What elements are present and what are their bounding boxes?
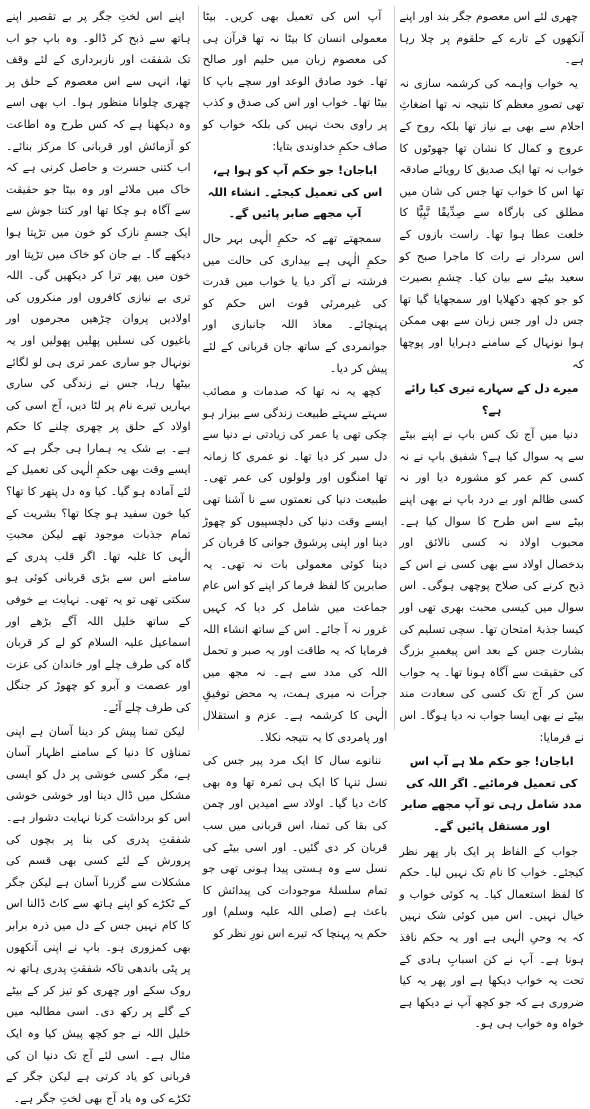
paragraph: چھری لئے اس معصوم جگر بند اور اپنے آنکھوں کے تارے کے حلقوم پر چلا رہا ہے۔ [399, 10, 584, 67]
paragraph: ننانوے سال کا ایک مرد پیر جس کی نسل تنہا کا ایک ہی ثمرہ تھا وہ بھی کاٹ دیا گیا۔ اولاد سے امیدیں اور چمن کی بقا کی تمنا، اس قربانی میں سب قربان کر دی گئیں۔ اور اسی بیٹے کی نسل سے وہ ہستی پیدا ہونی تھی جو تمام سلسلۂ موجودات کی پیدائش کا باعث ہے (صلی اللہ علیہ وسلم) اور حکم یہ پہنچا کہ تیرے اس نورِ نظر کو [202, 754, 388, 940]
paragraph: جواب کے الفاظ پر ایک بار پھر نظر کیجئے۔ خواب کا نام تک نہیں لیا۔ حکم کا لفظ استعمال کیا۔ یہ کوئی خواب و خیال نہیں۔ اس میں کوئی شک نہیں کہ یہ وحیِ الٰہی ہے اور یہ حکم نافذ ہونا ہے۔ آپ نے کن اسبابِ ہادی کے تحت یہ خواب دیکھا ہے اور پھر یہ کیا ضروری ہے کہ جو کچھ آپ نے دیکھا ہے خواہ وہ خواب ہی ہو۔ [399, 844, 584, 1031]
quote: اباجان! جو حکم آپ کو ہوا ہے، اس کی تعمیل کیجئے۔ انشاء اللہ آپ مجھے صابر پائیں گے۔ [207, 164, 383, 221]
quote: اباجان! جو حکم ملا ہے آپ اس کی تعمیل فرمائیے۔ اگر اللہ کی مدد شامل رہی تو آپ مجھے صابر اور مستقل پائیں گے۔ [401, 755, 582, 833]
column-right [394, 6, 584, 1031]
paragraph: کچھ یہ نہ تھا کہ صدمات و مصائب سہتے سہتے طبیعت زندگی سے بیزار ہو چکی تھی یا عمر کی زیادتی نے دنیا سے دل سیر کر دیا تھا۔ نو عمری کا زمانہ تھا امنگوں اور ولولوں کی عمر تھی۔ طبیعت دنیا کی نعمتوں سے نا آشنا تھی ایسے وقت دنیا کی دلچسپیوں کو چھوڑ دینا اور اپنی پرشوق جوانی کا قربان کر دینا کوئی معمولی بات نہ تھی۔ یہ صابرین کا لفظ فرما کر اپنے کو اس عام جماعت میں شامل کر دیا کہ کہیں غرور نہ آ جائے۔ اس کے ساتھ انشاء اللہ فرمایا کہ یہ طاقت اور یہ صبر و تحمل اللہ کی مدد سے ہے۔ نہ مجھ میں جرأت نہ میری ہمت، یہ محض توفیقِ الٰہی کا کرشمہ ہے۔ عزم و استقلال اور پامردی کا یہ نتیجہ نکلا۔ [202, 385, 388, 744]
paragraph: دنیا میں آج تک کس باپ نے اپنے بیٹے سے یہ سوال کیا ہے؟ شفیق باپ نے نہ کسی کم عمر کو مشورہ دیا اور نہ کسی ظالم اور بے درد باپ نے بھی اپنے بیٹے سے اس طرح کا سوال کیا ہے۔ محبوب اولاد نہ کسی نالائق اور بدخصال اولاد سے بھی کسی نے اس کے ذبح کرنے کی صلاح پوچھی ہوگی۔ اس سوال میں کیسی محبت بھری تھی اور کیسا جذبۂ امتحان تھا۔ سچی تسلیم کی بشارت جس کے بعد اس پیغمبرِ بزرگ کی حقیقت سے آگاہ ہونا تھا۔ یہ جواب سن کر آج تک کسی کی سعادت مند بیٹے نے بھی ایسا جواب نہ دیا ہوگا۔ اس نے فرمایا: [399, 428, 584, 744]
column-middle [198, 6, 388, 940]
paragraph: اپنے اس لختِ جگر پر بے تقصیر اپنے ہاتھ سے ذبح کر ڈالو۔ وہ باپ جو اب تک شفقت اور نازبرداری کے لئے وقف تھا، انہی سے اس معصوم کے حلق پر چھری چلوانا منظور ہوا۔ اب بھی اسے وہ دیکھنا ہے کہ کس طرح وہ اطاعت کو آزمائش اور قربانی کا مرکز بنائے۔ اب کتنی حسرت و حاصل کرنی ہے کہ خاک میں ملائے اور وہ بیٹا جو حقیقت سے آگاہ ہو چکا تھا اور کتنا جوش سے ایک جسمِ نازک کو خون میں تڑپتا ہوا دیکھے گا۔ بے جان کو خاک میں تڑپتا اور خون میں پھر ترا کر دیکھیں گی۔ اللہ تری بے نیازی کافروں اور منکروں کی اولادیں پروان چڑھیں مجرموں اور باغیوں کی نسلیں پھلیں پھولیں اور یہ نونہال جو ساری عمر تری ہی لو لگائے بیٹھا رہا، جس نے زندگی کی ساری بہاریں تیرے نام پر لٹا دیں، آج اسی کی اولاد کے حلق پر چھری چلنے کا حکم ہے۔ بے شک یہ ہمارا ہی جگر ہے کہ ایسے وقت بھی حکمِ الٰہی کی تعمیل کے لئے آمادہ ہو گیا۔ کیا وہ دل پتھر کا تھا؟ کیا خون سفید ہو چکا تھا؟ بشریت کے تمام جذبات موجود تھے لیکن محبتِ الٰہی کا غلبہ تھا۔ اگر قلب پدری کے سامنے اس سے بڑی قربانی کوئی ہو سکتی تھی تو یہ تھی۔ نہایت بے خوفی کے ساتھ خلیل اللہ آگے بڑھے اور اسماعیل علیہ السلام کو لے کر قربان گاہ کی طرف چلے اور خاندان کی عزت اور عصمت و آبرو کو چھوڑ کر جنگل کی طرف چلے آئے۔ [5, 10, 191, 714]
paragraph: لیکن تمنا پیش کر دینا آسان ہے اپنی تمناؤں کا دنیا کے سامنے اظہار آسان ہے، مگر کسی خوشی پر دل کو ایسی مشکل میں ڈال دینا اور خوشی خوشی اس کو برداشت کرنا نہایت دشوار ہے۔ شفقتِ پدری کی بنا پر بچوں کی پرورش کے لئے کسی بھی قسم کی مشکلات سے گزرنا آسان ہے لیکن جگر کے ٹکڑے کو اپنے ہاتھ سے کاٹ ڈالنا اس کا کام نہیں جس کے دل میں ذرہ برابر بھی کمزوری ہو۔ باپ نے اپنی آنکھوں پر پٹی باندھی تاکہ شفقتِ پدری ہاتھ نہ روک سکے اور چھری کو تیز کر کے بیٹے کے گلے پر رکھ دی۔ اسی مطالبہ میں خلیل اللہ نے جو کچھ پیش کیا وہ ایک مثال ہے۔ اسی لئے آج تک دنیا ان کی قربانی کو یاد کرتی ہے لیکن جگر کے ٹکڑے کی وہ یاد آج بھی لختِ جگر ہے۔ [5, 724, 191, 1105]
quote: میرے دل کے سہارے تیری کیا رائے ہے؟ [404, 382, 579, 417]
paragraph: سمجھتے تھے کہ حکمِ الٰہی بہر حال حکمِ الٰہی ہے بیداری کی حالت میں فرشتہ نے آکر دیا یا خواب میں قدرت کی غیرمرئی قوت اس حکم کو پہنچائے۔ معاذ اللہ جانبازی اور جوانمردی کے ساتھ جان قربانی کے لئے پیش کر دیا۔ [202, 231, 388, 375]
paragraph: آپ اس کی تعمیل بھی کریں۔ بیٹا معمولی انسان کا بیٹا نہ تھا قرآن ہی کی معصوم زبان میں حلیم اور صالح تھا۔ خود صادق الوعد اور سچے باپ کا بیٹا تھا۔ خواب اور اس کی صدق و کذب پر راوی بحث نہیں کی بلکہ خواب کو صاف حکمِ خداوندی بتایا: [202, 10, 388, 153]
paragraph: یہ خواب واہمہ کی کرشمہ سازی نہ تھی تصورِ معظم کا نتیجہ نہ تھا اضغاثِ احلام سے بھی بے نیاز تھا بلکہ روح کے عروج و کمال کا نشان تھا جھوٹوں کا خواب نہ تھا ایک صدیق کا رویائے صادقہ تھا اس کا خواب تھا جس کی شان میں مطلق کی بارگاہ سے صِدِّیقًا نَّبِیًّا کا خلعت عطا ہوا تھا۔ راست بازوں کے اس سردار نے رات کا ماجرا صبح کو سعید بیٹے سے بیان کیا۔ چشمِ بصیرت کو جو کچھ دکھلایا اور سمجھایا گیا تھا جس دل اور جس زبان سے بھی ممکن ہوا نونہال کے سامنے دہرایا اور پوچھا کہ [399, 76, 584, 371]
column-left [5, 6, 191, 1105]
